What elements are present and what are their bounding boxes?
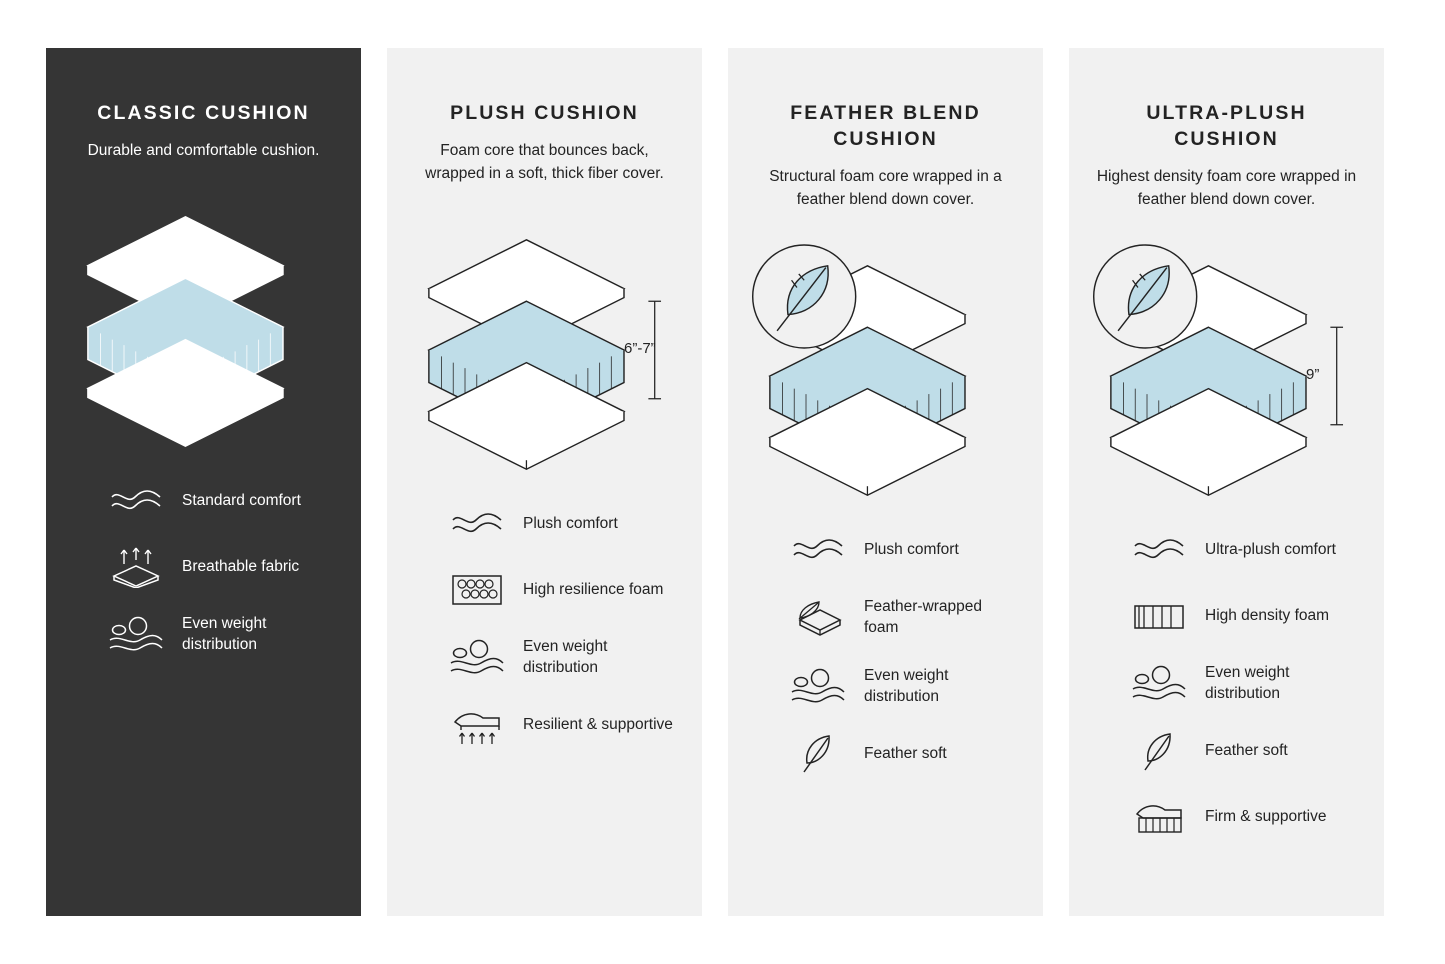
- cushion-card-feather-blend-cushion: [728, 48, 1043, 916]
- card-title: CLASSIC CUSHION: [97, 102, 310, 124]
- feather-wrapped-foam-icon: [790, 597, 846, 637]
- feature-label: Feather soft: [864, 744, 947, 762]
- wave-icon: [790, 530, 846, 570]
- resilient-support-icon: [449, 704, 505, 744]
- cushion-diagram: [409, 200, 680, 500]
- feature-label: Resilient & supportive: [523, 715, 673, 733]
- feature-item: [1131, 662, 1362, 705]
- feature-item: [449, 704, 680, 744]
- weight-distribution-icon: [108, 614, 164, 654]
- card-description: Durable and comfortable cushion.: [87, 142, 320, 160]
- card-description: Highest density foam core wrapped in feather blend down cover.: [1096, 168, 1357, 209]
- feature-item: [1131, 596, 1362, 636]
- wave-icon: [449, 504, 505, 544]
- feature-list: [409, 504, 680, 771]
- feature-label: High density foam: [1205, 607, 1330, 625]
- feature-label: Even weight distribution: [182, 614, 267, 654]
- cushion-diagram: [750, 226, 1021, 526]
- feature-item: [1131, 731, 1362, 771]
- card-title: FEATHER BLEND CUSHION: [790, 102, 981, 151]
- weight-distribution-icon: [449, 637, 505, 677]
- feature-label: High resilience foam: [523, 581, 664, 598]
- dimension-label: 9”: [1306, 365, 1320, 383]
- card-description: Structural foam core wrapped in a feather blend down cover.: [769, 168, 1002, 209]
- feature-item: [790, 665, 1021, 708]
- feature-label: Feather-wrapped foam: [864, 597, 983, 637]
- feather-badge: [1094, 245, 1197, 348]
- breathable-fabric-icon: [108, 547, 164, 587]
- feature-list: [68, 481, 339, 682]
- feature-item: [449, 504, 680, 544]
- feature-item: [108, 613, 339, 656]
- feature-list: [1091, 530, 1362, 863]
- feature-label: Breathable fabric: [182, 558, 300, 576]
- high-density-foam-icon: [1131, 596, 1187, 636]
- card-title: PLUSH CUSHION: [450, 102, 639, 124]
- firm-support-icon: [1131, 797, 1187, 837]
- cushion-diagram: [1091, 226, 1362, 526]
- feature-list: [750, 530, 1021, 800]
- feature-item: [790, 596, 1021, 639]
- feature-item: [449, 636, 680, 679]
- feature-label: Plush comfort: [864, 541, 959, 559]
- card-description: Foam core that bounces back, wrapped in a soft, thick fiber cover.: [425, 142, 664, 182]
- feature-item: [790, 530, 1021, 570]
- dimension-marker: [1330, 327, 1343, 425]
- feature-label: Even weight distribution: [1205, 663, 1290, 703]
- feature-item: [1131, 797, 1362, 837]
- feature-label: Firm & supportive: [1205, 807, 1327, 825]
- cushion-card-ultra-plush-cushion: [1069, 48, 1384, 916]
- card-title: ULTRA-PLUSH CUSHION: [1146, 102, 1307, 151]
- feature-item: [790, 733, 1021, 773]
- feature-label: Plush comfort: [523, 515, 618, 532]
- feather-icon: [790, 733, 846, 773]
- feature-label: Ultra-plush comfort: [1205, 541, 1336, 559]
- feature-label: Feather soft: [1205, 741, 1288, 759]
- honeycomb-foam-icon: [449, 570, 505, 610]
- feature-item: [108, 481, 339, 521]
- feature-label: Even weight distribution: [523, 637, 608, 677]
- feather-icon: [1131, 731, 1187, 771]
- feature-label: Standard comfort: [182, 492, 301, 510]
- wave-icon: [108, 481, 164, 521]
- weight-distribution-icon: [1131, 663, 1187, 703]
- feature-label: Even weight distribution: [864, 666, 949, 705]
- cushion-card-classic-cushion: [46, 48, 361, 916]
- feature-item: [108, 547, 339, 587]
- feature-item: [1131, 530, 1362, 570]
- cushion-card-plush-cushion: [387, 48, 702, 916]
- feather-badge: [753, 245, 856, 348]
- dimension-label: 6”-7”: [624, 339, 656, 357]
- feature-item: [449, 570, 680, 610]
- weight-distribution-icon: [790, 666, 846, 706]
- wave-icon: [1131, 530, 1187, 570]
- cushion-diagram: [68, 177, 339, 477]
